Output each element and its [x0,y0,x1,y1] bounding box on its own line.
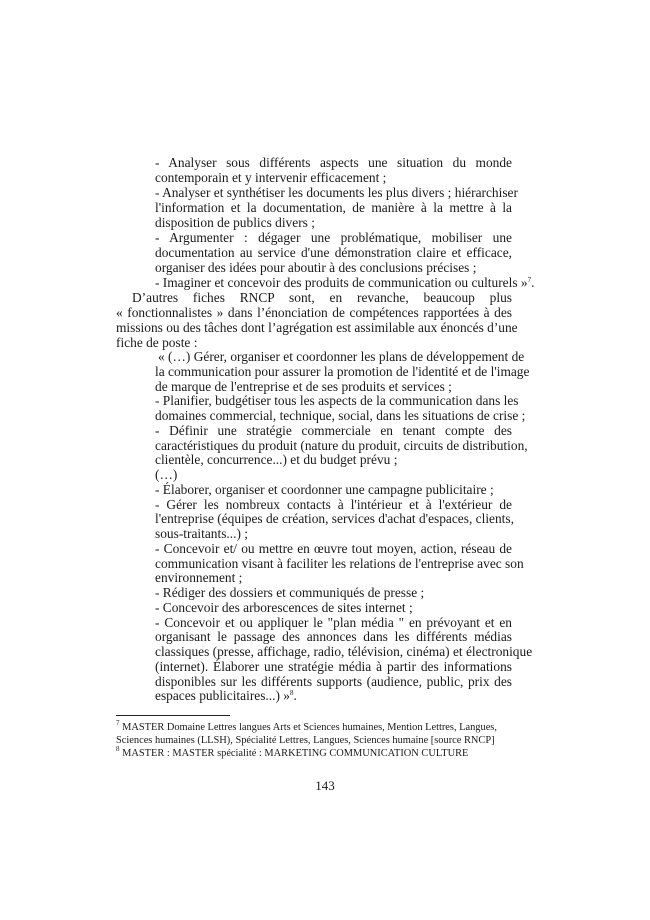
text-line: disponibles sur les différents supports (audience, public, prix des [155,673,512,689]
text-line: - Planifier, budgétiser tous les aspects de la communication dans les [155,393,519,409]
text-line: classiques (presse, affichage, radio, télévision, cinéma) et électronique [155,644,533,659]
text-line: fiche de poste : [116,335,198,350]
text-line: environnement ; [155,570,243,586]
text-line: « fonctionnalistes » dans l’énonciation de compétences rapportées à des [116,305,512,320]
footnote-ref-7[interactable]: 7 [527,276,532,284]
footnote-separator [116,715,230,716]
text-line: - Concevoir et/ ou mettre en œuvre tout moyen, action, réseau de [155,540,512,556]
text-line: D’autres fiches RNCP sont, en revanche, beaucoup plus [132,290,512,305]
footnote-7: $^7$ MASTER Domaine Lettres langues Arts et Sciences humaines, Mention Lettres, Langues, [116,719,497,733]
footnote-7-cont: Sciences humaines (LLSH), Spécialité Lettres, Langues, Sciences humaine [source RNCP] [116,735,495,746]
text-line: organisant le passage des annonces dans les différents médias [155,629,512,645]
text-line: caractéristiques du produit (nature du produit, circuits de distribution, [155,437,528,453]
text-line: contemporain et y intervenir efficacement ; [155,170,387,185]
text-line: l'entreprise (équipes de création, services d'achat d'espaces, clients, [155,511,514,527]
text-line: de marque de l'entreprise et de ses produits et services ; [155,378,452,394]
page-number: 143 [315,778,335,793]
footnote-ref-8[interactable]: 8 [289,689,294,698]
footnote-8: $^8$ MASTER : MASTER spécialité : MARKETING COMMUNICATION CULTURE [116,745,469,759]
text-line: sous-traitants...) ; [155,526,248,541]
text-line: domaines commercial, technique, social, dans les situations de crise ; [155,408,526,423]
text-line: - Rédiger des dossiers et communiqués de presse ; [155,585,425,600]
text-line: clientèle, concurrence...) et du budget prévu ; [155,452,398,468]
text-line: - Gérer les nombreux contacts à l'intérieur et à l'extérieur de [155,496,512,512]
text-line: (internet). Élaborer une stratégie média à partir des informations [155,658,512,674]
text-line: communication visant à faciliter les relations de l'entreprise avec son [155,555,524,571]
text-line: organiser des idées pour aboutir à des conclusions précises ; [155,260,477,275]
text-line: disposition de publics divers ; [155,215,315,230]
text-line: - Concevoir et ou appliquer le "plan média " en prévoyant et en [155,614,512,630]
text-line: (…) [155,467,178,482]
text-line: l'information et la documentation, de manière à la mettre à la [155,200,512,215]
text-line: - Argumenter : dégager une problématique, mobiliser une [155,230,512,245]
text-line: « (…) Gérer, organiser et coordonner les plans de développement de [158,349,525,364]
text-line: la communication pour assurer la promotion de l'identité et de l'image [155,363,530,379]
text-line: - Concevoir des arborescences de sites internet ; [155,599,413,615]
text-line: - Analyser et synthétiser les documents les plus divers ; hiérarchiser [155,185,518,200]
text-line: missions ou des tâches dont l’agrégation est assimilable aux énoncés d’une [116,320,518,335]
text-line: documentation au service d'une démonstration claire et efficace, [155,245,512,260]
text-line: - Analyser sous différents aspects une situation du monde [155,155,512,170]
text-line: - Élaborer, organiser et coordonner une campagne publicitaire ; [155,481,494,497]
text-line: espaces publicitaires...) »$^8$. [155,688,297,704]
text-line: - Imaginer et concevoir des produits de communication ou culturels »$^7$. [155,275,535,290]
text-line: - Définir une stratégie commerciale en tenant compte des [155,422,512,438]
